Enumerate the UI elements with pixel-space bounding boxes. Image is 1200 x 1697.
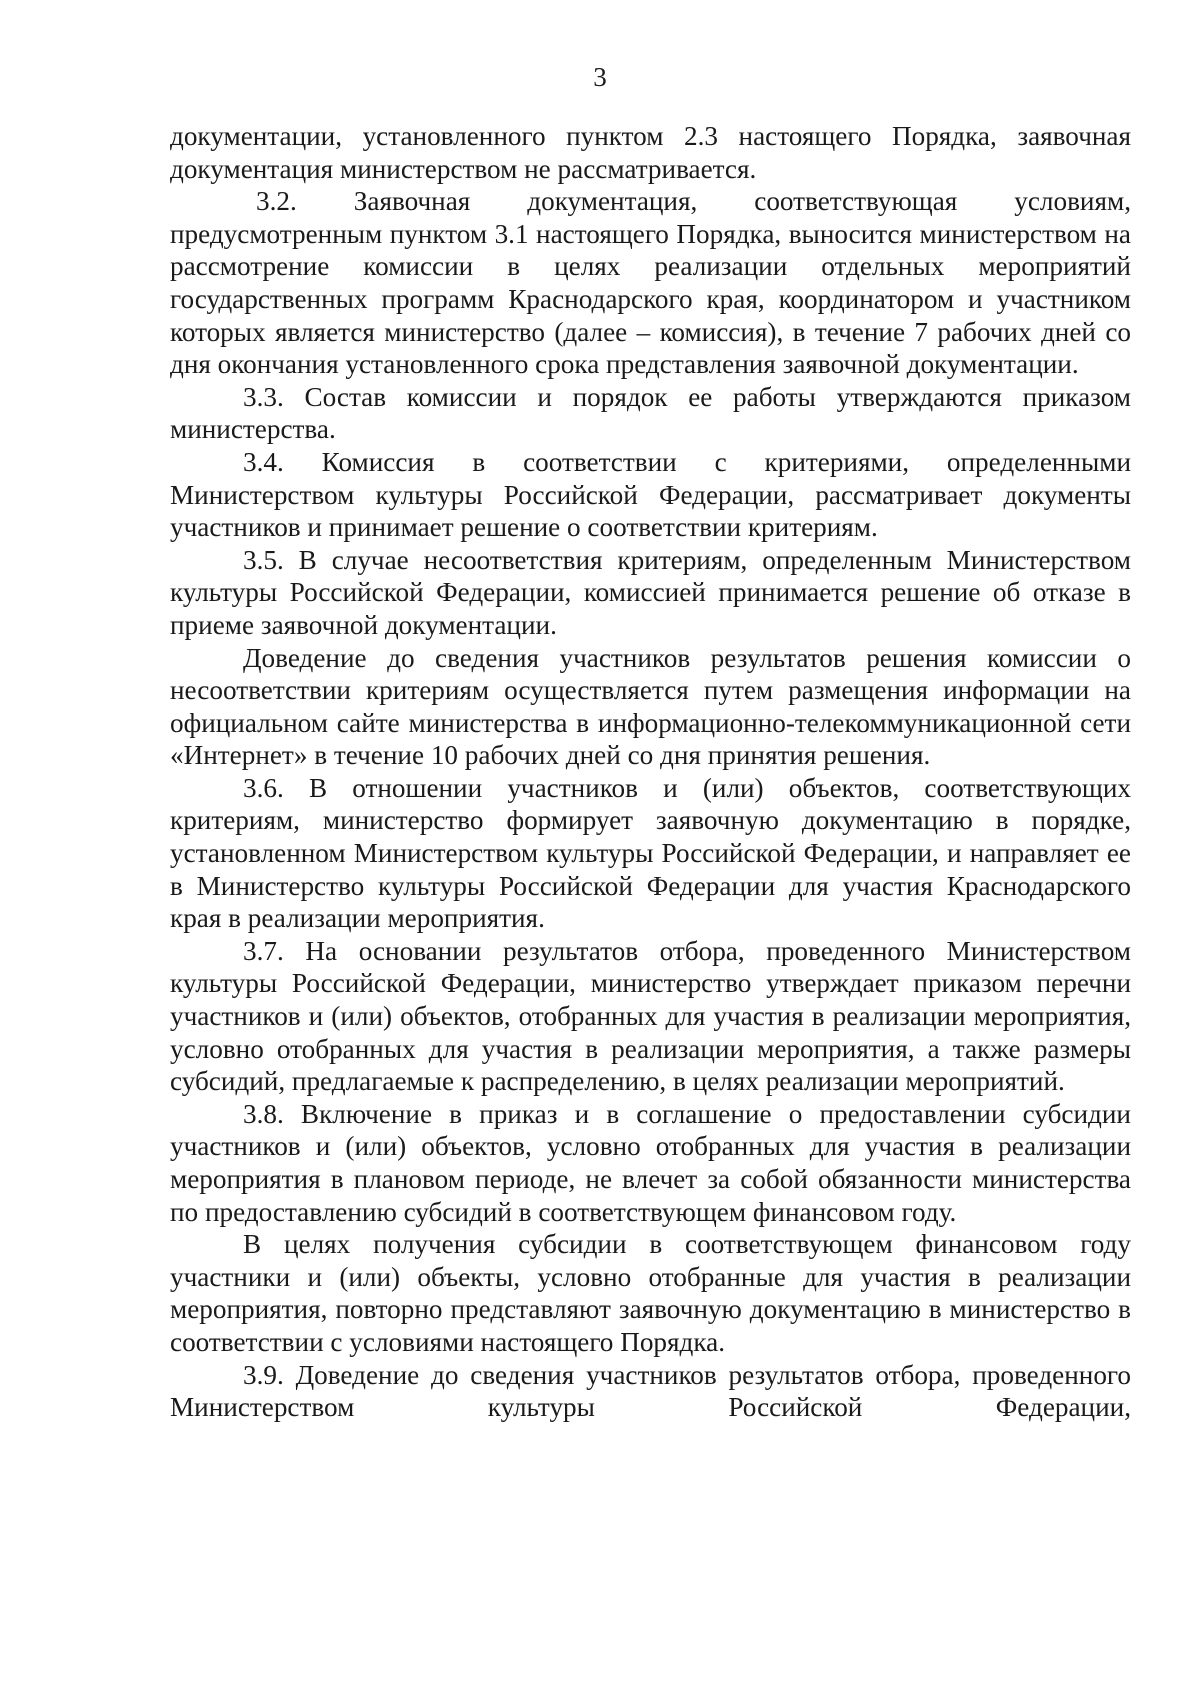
body-text	[170, 120, 1131, 1424]
paragraph-continuation: документации, установленного пунктом 2.3 настоящего Порядка, заявочная документация министерством не рассматривается.	[170, 121, 1131, 184]
paragraph-3-5: 3.5. В случае несоответствия критериям, определенным Министерством культуры Российской Федерации, комиссией принимается решение об отказе в приеме заявочной документации.	[170, 544, 1131, 640]
paragraph-3-8: 3.8. Включение в приказ и в соглашение о предоставлении субсидии участников и (или) объектов, условно отобранных для участия в реализации мероприятия в плановом периоде, не влечет за собой обязанности министерства по предоставлению субсидий в соответствующем финансовом году.	[170, 1098, 1131, 1227]
page-number: 3	[593, 62, 607, 92]
paragraph-3-7: 3.7. На основании результатов отбора, проведенного Министерством культуры Российской Федерации, министерство утверждает приказом перечни участников и (или) объектов, отобранных для участия в реализации мероприятия, условно отобранных для участия в реализации мероприятия, а также размеры субсидий, предлагаемые к распределению, в целях реализации мероприятий.	[170, 935, 1131, 1097]
paragraph-3-4: 3.4. Комиссия в соответствии с критериями, определенными Министерством культуры Российской Федерации, рассматривает документы участников и принимает решение о соответствии критериям.	[170, 446, 1131, 543]
paragraph-3-3: 3.3. Состав комиссии и порядок ее работы утверждаются приказом министерства.	[170, 381, 1131, 445]
paragraph-3-9: 3.9. Доведение до сведения участников результатов отбора, проведенного Министерством культуры Российской Федерации,	[170, 1359, 1131, 1423]
paragraph-subsidy-resubmission: В целях получения субсидии в соответствующем финансовом году участники и (или) объекты, условно отобранные для участия в реализации мероприятия, повторно представляют заявочную документацию в министерство в соответствии с условиями настоящего Порядка.	[170, 1229, 1131, 1357]
paragraph-3-6: 3.6. В отношении участников и (или) объектов, соответствующих критериям, министерство формирует заявочную документацию в порядке, установленном Министерством культуры Российской Федерации, и направляет ее в Министерство культуры Российской Федерации для участия Краснодарского края в реализации мероприятия.	[170, 772, 1131, 934]
paragraph-notification: Доведение до сведения участников результатов решения комиссии о несоответствии критериям осуществляется путем размещения информации на официальном сайте министерства в информационно-телекоммуникационной сети «Интернет» в течение 10 рабочих дней со дня принятия решения.	[170, 642, 1131, 771]
paragraph-3-2: 3.2. Заявочная документация, соответствующая условиям, предусмотренным пунктом 3.1 настоящего Порядка, выносится министерством на рассмотрение комиссии в целях реализации отдельных мероприятий государственных программ Краснодарского края, координатором и участником которых является министерство (далее – комиссия), в течение 7 рабочих дней со дня окончания установленного срока представления заявочной документации.	[170, 186, 1131, 380]
